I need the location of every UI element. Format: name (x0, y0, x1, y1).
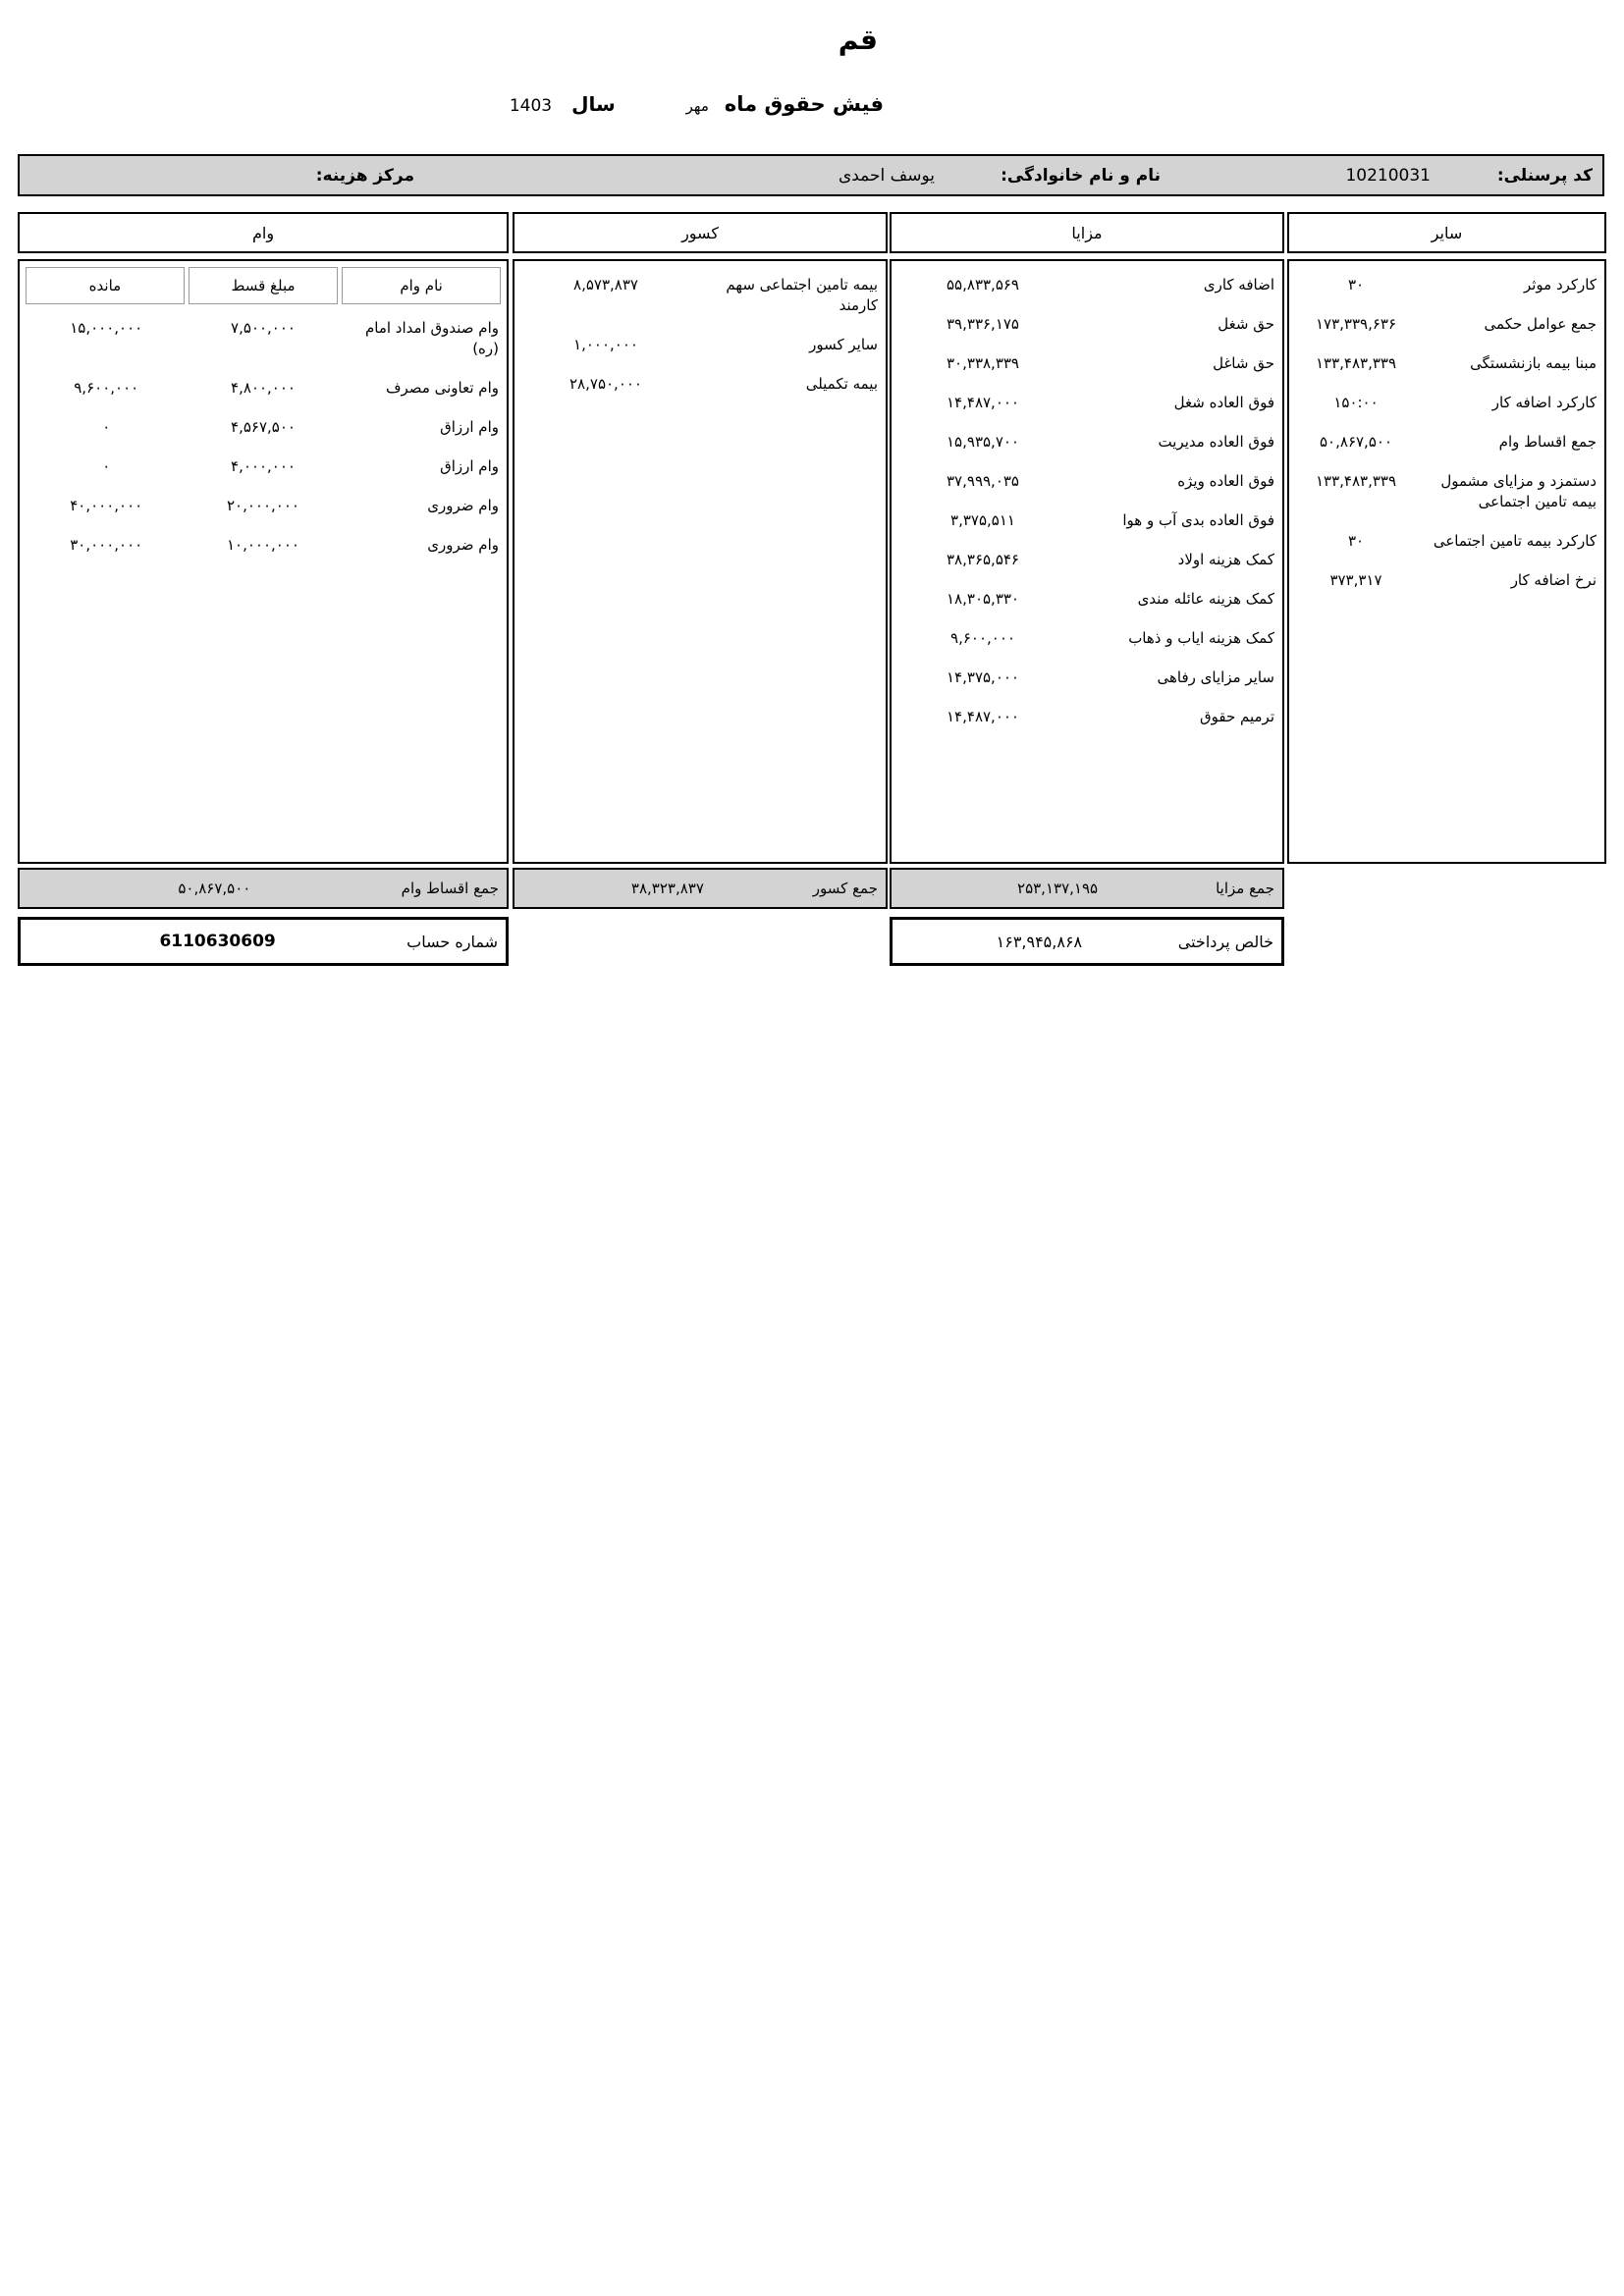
payslip-subtitle (510, 92, 884, 116)
row-value: ۵۰,۸۶۷,۵۰۰ (1320, 433, 1392, 451)
row-value: ۱,۰۰۰,۰۰۰ (573, 336, 638, 353)
benefit-row (897, 344, 1276, 383)
row-value: ۱۸,۳۰۵,۳۳۰ (947, 590, 1019, 608)
other-row (1295, 521, 1598, 561)
deductions-total-label: جمع کسور (812, 880, 878, 897)
loan-row (26, 486, 501, 525)
loan-name: وام تعاونی مصرف (385, 379, 499, 397)
row-value: ۱۵۰:۰۰ (1333, 394, 1379, 411)
row-value: ۳۰ (1347, 532, 1365, 550)
loan-installment: ۴,۰۰۰,۰۰۰ (231, 457, 296, 475)
row-label: ترمیم حقوق (1199, 708, 1274, 725)
loan-row (26, 447, 501, 486)
benefit-row (897, 540, 1276, 579)
row-label: کارکرد اضافه کار (1491, 394, 1597, 411)
row-value: ۳,۳۷۵,۵۱۱ (950, 511, 1015, 529)
loan-row (26, 407, 501, 447)
loan-name: وام صندوق امداد امام (ره) (364, 319, 499, 357)
deductions-column-header: کسور (513, 212, 888, 253)
row-label: کمک هزینه اولاد (1177, 551, 1274, 568)
year-value: 1403 (509, 96, 553, 116)
row-value: ۱۴,۴۸۷,۰۰۰ (947, 708, 1019, 725)
deduction-row (520, 265, 880, 325)
benefit-row (897, 461, 1276, 501)
net-pay-value: ۱۶۳,۹۴۵,۸۶۸ (996, 932, 1083, 951)
account-number-label: شماره حساب (406, 932, 498, 951)
benefits-column-header: مزایا (890, 212, 1284, 253)
row-label: بیمه تامین اجتماعی سهم کارمند (726, 276, 878, 314)
benefit-row (897, 658, 1276, 697)
deductions-total-value: ۳۸,۳۲۳,۸۳۷ (630, 880, 704, 897)
row-label: کارکرد موثر (1523, 276, 1597, 294)
loan-installment: ۷,۵۰۰,۰۰۰ (231, 319, 296, 337)
loans-total-label: جمع اقساط وام (401, 880, 499, 897)
loans-column-header: وام (18, 212, 509, 253)
other-row (1295, 344, 1598, 383)
account-number-value: 6110630609 (159, 932, 276, 951)
deduction-row (520, 364, 880, 403)
row-label: سایر مزایای رفاهی (1157, 668, 1274, 686)
row-value: ۱۵,۹۳۵,۷۰۰ (947, 433, 1019, 451)
loan-name: وام ارزاق (440, 418, 499, 436)
loan-name: وام ارزاق (440, 457, 499, 475)
benefit-row (897, 501, 1276, 540)
row-value: ۸,۵۷۳,۸۳۷ (573, 276, 638, 294)
benefits-total-label: جمع مزایا (1216, 880, 1274, 897)
row-label: دستمزد و مزایای مشمول بیمه تامین اجتماعی (1440, 472, 1597, 510)
loan-installment: ۴,۵۶۷,۵۰۰ (231, 418, 296, 436)
loans-total-value: ۵۰,۸۶۷,۵۰۰ (178, 880, 251, 897)
other-column-header: سایر (1287, 212, 1606, 253)
loan-balance: ۴۰,۰۰۰,۰۰۰ (70, 497, 143, 514)
benefit-row (897, 383, 1276, 422)
benefit-row (897, 265, 1276, 304)
row-value: ۱۳۳,۴۸۳,۳۳۹ (1315, 354, 1397, 372)
loan-installment: ۱۰,۰۰۰,۰۰۰ (226, 536, 299, 554)
loan-balance-header: مانده (26, 267, 185, 304)
other-row (1295, 265, 1598, 304)
loan-row (26, 525, 501, 564)
row-label: فوق العاده ویژه (1177, 472, 1274, 490)
row-value: ۱۴,۳۷۵,۰۰۰ (947, 668, 1019, 686)
deductions-column-body (513, 259, 888, 864)
row-label: جمع عوامل حکمی (1484, 315, 1597, 333)
benefit-row (897, 697, 1276, 736)
loans-column-body (18, 259, 509, 864)
benefit-row (897, 304, 1276, 344)
loan-name: وام ضروری (427, 497, 499, 514)
month-value: مهر (685, 97, 709, 115)
loan-installment: ۲۰,۰۰۰,۰۰۰ (226, 497, 299, 514)
row-label: کارکرد بیمه تامین اجتماعی (1433, 532, 1597, 550)
loan-balance: ۳۰,۰۰۰,۰۰۰ (70, 536, 143, 554)
other-row (1295, 383, 1598, 422)
row-value: ۱۴,۴۸۷,۰۰۰ (947, 394, 1019, 411)
loan-table-header (26, 267, 501, 304)
row-label: حق شاغل (1213, 354, 1274, 372)
city-title: قم (838, 24, 878, 56)
benefits-column-body (890, 259, 1284, 864)
other-row (1295, 422, 1598, 461)
loan-name-header: نام وام (342, 267, 501, 304)
personnel-code-label: کد پرسنلی: (1496, 165, 1593, 186)
row-value: ۱۳۳,۴۸۳,۳۳۹ (1315, 472, 1397, 490)
row-label: سایر کسور (809, 336, 878, 353)
row-value: ۳۷,۹۹۹,۰۳۵ (947, 472, 1019, 490)
full-name-value: یوسف احمدی (838, 165, 935, 186)
loan-installment: ۴,۸۰۰,۰۰۰ (231, 379, 296, 397)
net-pay-label: خالص پرداختی (1177, 932, 1273, 951)
benefit-row (897, 579, 1276, 618)
loans-total-box (18, 868, 509, 909)
loan-balance: ۰ (102, 457, 111, 475)
loan-row (26, 308, 501, 368)
other-row (1295, 561, 1598, 600)
cost-center-label: مرکز هزینه: (315, 165, 414, 186)
row-value: ۳۰,۳۳۸,۳۳۹ (947, 354, 1019, 372)
loan-row (26, 368, 501, 407)
row-label: اضافه کاری (1203, 276, 1274, 294)
row-value: ۳۷۳,۳۱۷ (1329, 571, 1382, 589)
loan-installment-header: مبلغ قسط (189, 267, 338, 304)
other-row (1295, 304, 1598, 344)
row-label: کمک هزینه عائله مندی (1137, 590, 1274, 608)
loan-balance: ۹,۶۰۰,۰۰۰ (74, 379, 139, 397)
deductions-total-box (513, 868, 888, 909)
row-value: ۲۸,۷۵۰,۰۰۰ (569, 375, 642, 393)
row-value: ۱۷۳,۳۳۹,۶۳۶ (1315, 315, 1397, 333)
net-pay-box (890, 917, 1284, 966)
row-label: جمع اقساط وام (1498, 433, 1597, 451)
personnel-code-value: 10210031 (1345, 165, 1431, 186)
row-label: مبنا بیمه بازنشستگی (1470, 354, 1597, 372)
loan-balance: ۱۵,۰۰۰,۰۰۰ (70, 319, 143, 337)
row-value: ۳۰ (1347, 276, 1365, 294)
year-label: سال (571, 92, 616, 116)
loan-name: وام ضروری (427, 536, 499, 554)
other-column-body (1287, 259, 1606, 864)
benefit-row (897, 422, 1276, 461)
row-value: ۳۸,۳۶۵,۵۴۶ (947, 551, 1019, 568)
row-value: ۵۵,۸۳۳,۵۶۹ (947, 276, 1019, 294)
subtitle-text: فیش حقوق ماه (724, 92, 884, 116)
full-name-label: نام و نام خانوادگی: (1001, 165, 1161, 186)
row-value: ۳۹,۳۳۶,۱۷۵ (947, 315, 1019, 333)
row-label: فوق العاده مدیریت (1158, 433, 1274, 451)
row-label: حق شغل (1218, 315, 1274, 333)
other-row (1295, 461, 1598, 521)
loan-balance: ۰ (102, 418, 111, 436)
row-label: فوق العاده بدی آب و هوا (1122, 511, 1274, 529)
row-label: فوق العاده شغل (1173, 394, 1274, 411)
account-number-box (18, 917, 509, 966)
deduction-row (520, 325, 880, 364)
employee-header-band (18, 154, 1604, 196)
row-label: بیمه تکمیلی (805, 375, 878, 393)
row-label: نرخ اضافه کار (1510, 571, 1597, 589)
row-label: کمک هزینه ایاب و ذهاب (1128, 629, 1274, 647)
row-value: ۹,۶۰۰,۰۰۰ (950, 629, 1015, 647)
benefit-row (897, 618, 1276, 658)
benefits-total-box (890, 868, 1284, 909)
benefits-total-value: ۲۵۳,۱۳۷,۱۹۵ (1017, 880, 1099, 897)
